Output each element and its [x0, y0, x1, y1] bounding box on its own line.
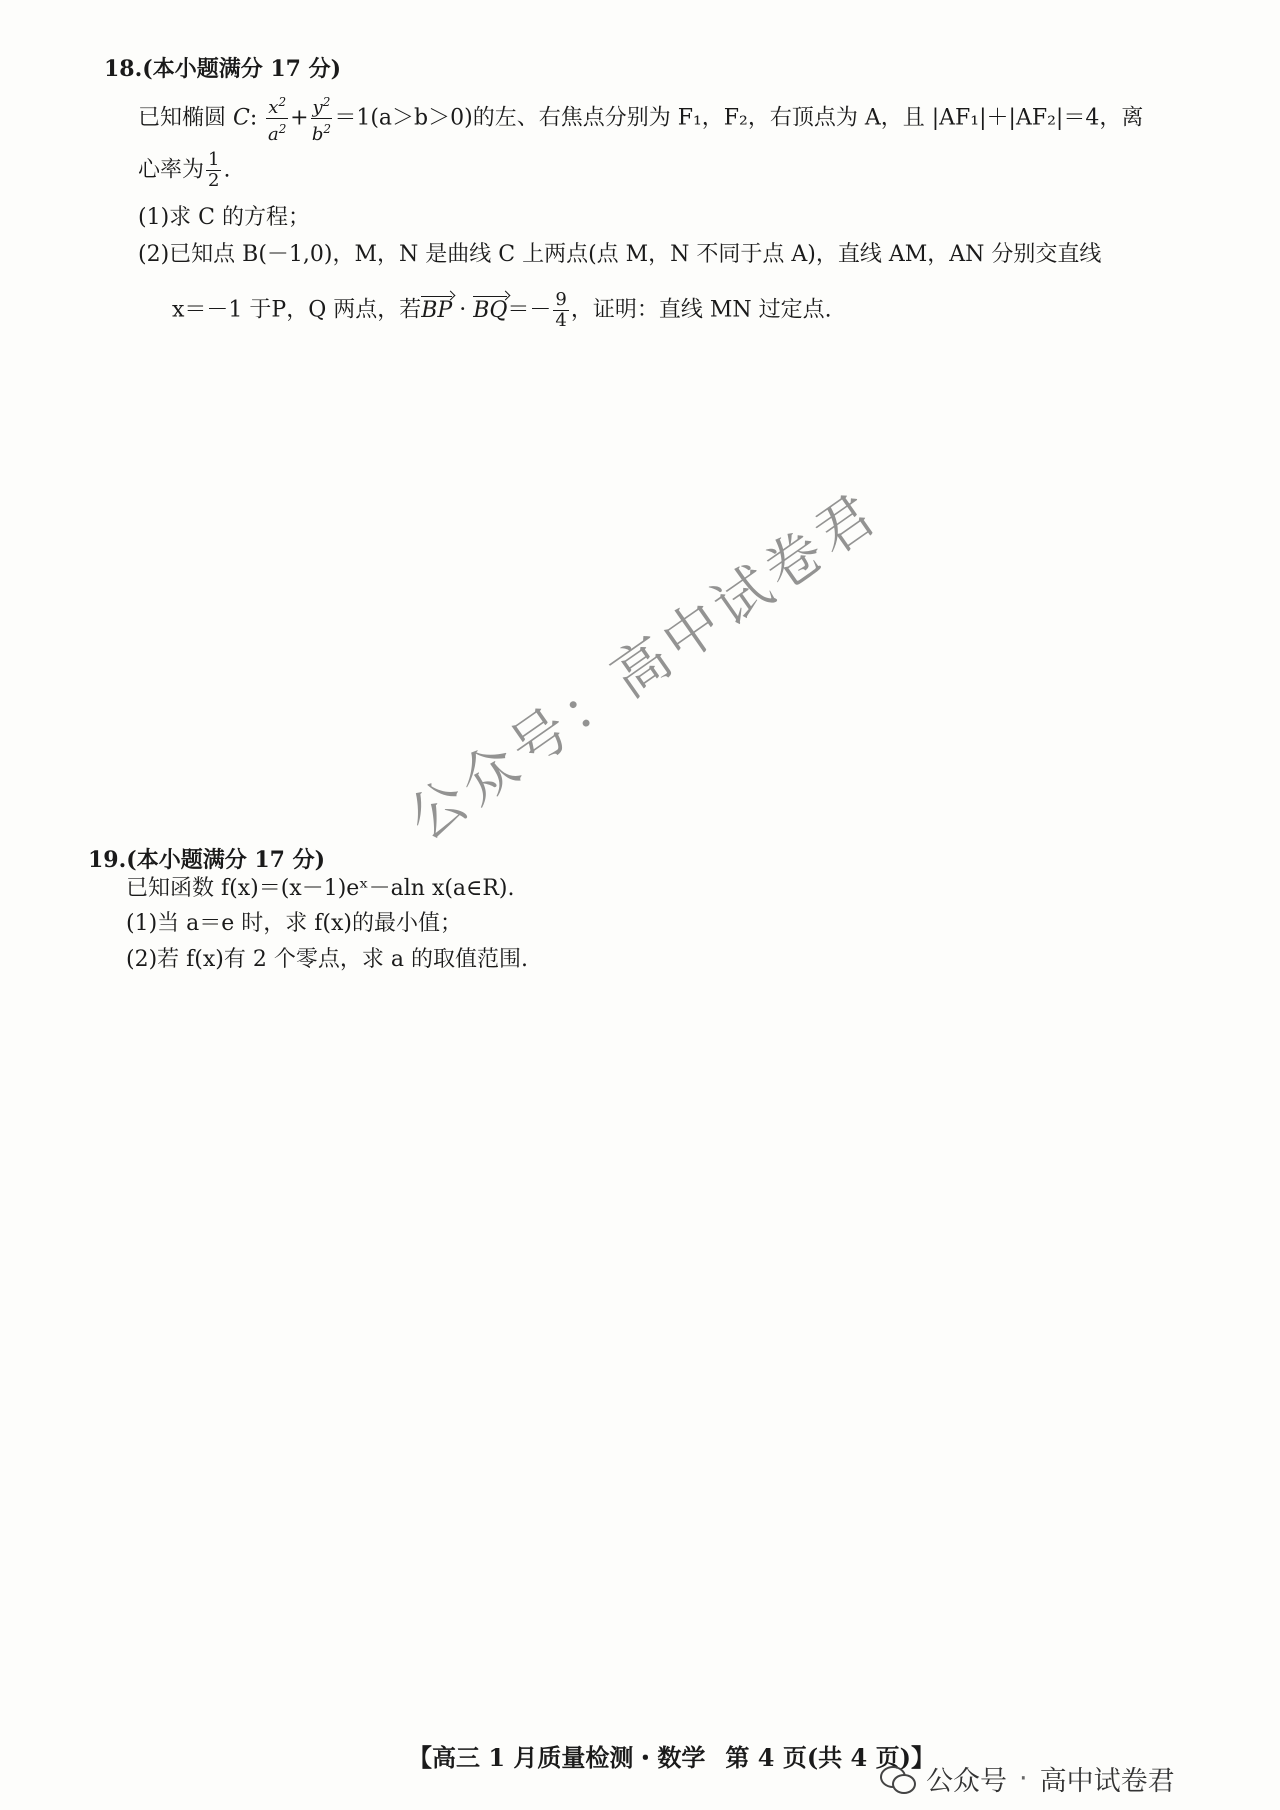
q18-part2-line2: [172, 290, 832, 331]
q18-stem-line1: 已知椭圆 C: $\frac{x^2}{a^2}$ + $\frac{y^2}{b^2}$ ＝1(a＞b＞0)的左、右焦点分别为 F₁，F₂，右顶点为 A，且 |AF₁|＋|AF₂|＝4，离: [138, 92, 1143, 145]
q18-frac-9-4: [553, 290, 568, 331]
q18-score: (本小题满分 17 分): [142, 56, 342, 82]
q18-frac-den: 4: [555, 310, 567, 331]
q19-number: 19.: [88, 847, 127, 873]
q18-part2-line1: (2)已知点 B(－1,0)，M，N 是曲线 C 上两点(点 M，N 不同于点 A)，直线 AM，AN 分别交直线: [138, 242, 1102, 267]
q18-ecc-num: 1: [208, 149, 220, 170]
page-footer: [408, 1738, 935, 1773]
q19-part1: (1)当 a＝e 时，求 f(x)的最小值；: [126, 911, 462, 936]
q18-header: [104, 52, 341, 83]
q18-frac-num: 9: [555, 289, 567, 310]
brand-name: 高中试卷君: [1039, 1766, 1175, 1797]
q18-part2-line2-b: ，证明：直线 MN 过定点.: [570, 297, 832, 323]
vector-bp: BP: [421, 297, 453, 323]
q18-colon: :: [249, 105, 258, 131]
q18-stem-start: 已知椭圆: [138, 105, 227, 131]
q18-eq-end: ＝1(a＞b＞0)的左、右焦点分别为: [334, 105, 671, 131]
q18-ecc-den: 2: [208, 170, 220, 191]
q18-part1: (1)求 C 的方程；: [138, 205, 310, 230]
q18-frac-y: $\frac{y^2}{b^2}$: [311, 92, 333, 145]
q19-score: (本小题满分 17 分): [126, 847, 326, 873]
q18-frac-x: $\frac{x^2}{a^2}$: [266, 92, 288, 145]
brand-label: 公众号: [926, 1766, 1007, 1797]
wechat-brand: [880, 1759, 1175, 1798]
vector-bq: BQ: [473, 297, 508, 323]
q18-stem-line2: [138, 150, 230, 191]
q19-stem: 已知函数 f(x)＝(x－1)eˣ－aln x(a∈R).: [126, 876, 515, 901]
q18-foci: F₁，F₂，右顶点为 A，且 |AF₁|＋|AF₂|＝4，离: [677, 105, 1144, 131]
footer-page: 第 4 页(共 4 页)】: [725, 1743, 935, 1772]
q18-dot: ·: [452, 297, 474, 323]
q18-part2-line2-a: x＝－1 于P，Q 两点，若: [172, 297, 422, 323]
q18-ecc-end: .: [223, 157, 231, 183]
brand-separator: ·: [1019, 1763, 1028, 1794]
footer-title: 【高三 1 月质量检测・数学: [408, 1743, 706, 1772]
wechat-icon: [880, 1764, 916, 1794]
q18-ecc-frac: [206, 150, 221, 191]
q18-eq-neg: ＝－: [507, 297, 552, 323]
q18-number: 18.: [104, 56, 143, 82]
q19-part2: (2)若 f(x)有 2 个零点，求 a 的取值范围.: [126, 947, 528, 972]
q19-header: [88, 843, 325, 874]
watermark: 公众号：高中试卷君: [396, 479, 892, 854]
q18-ecc-label: 心率为: [138, 157, 205, 183]
q18-curve-name: C: [233, 105, 250, 131]
